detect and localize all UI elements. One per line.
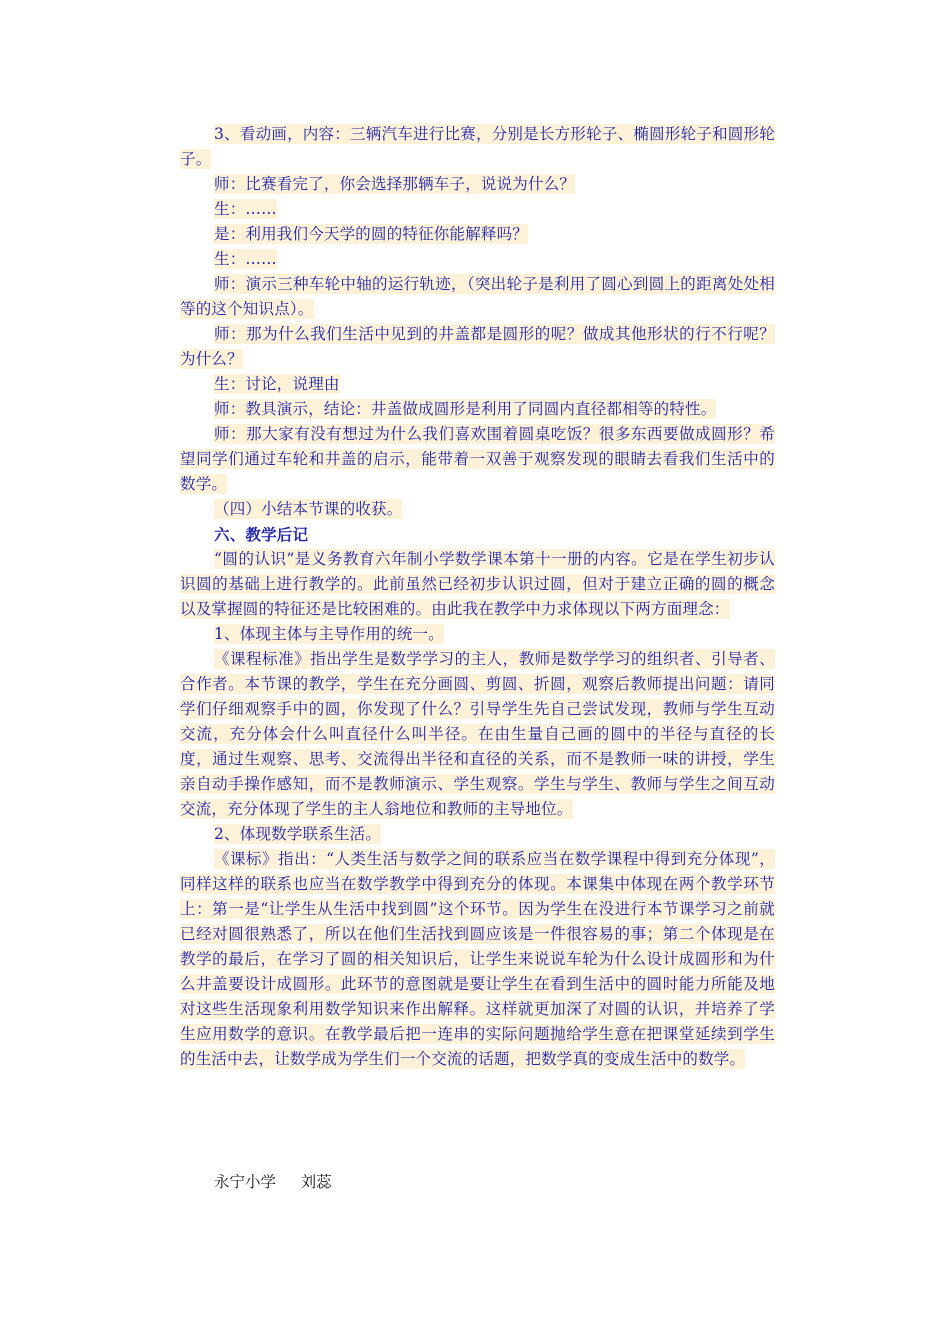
- paragraph-round-table: [180, 422, 775, 497]
- paragraph-text: 师：演示三种车轮中轴的运行轨迹，（突出轮子是利用了圆心到圆上的距离处处相等的这个知识点）。: [180, 275, 775, 318]
- paragraph-text: 是：利用我们今天学的圆的特征你能解释吗？: [214, 225, 529, 243]
- paragraph-text: 3、看动画，内容：三辆汽车进行比赛，分别是长方形轮子、椭圆形轮子和圆形轮子。: [180, 125, 775, 168]
- paragraph-explain-question: [180, 222, 775, 247]
- section-heading-text: 六、教学后记: [214, 525, 309, 544]
- paragraph-animation: [180, 122, 775, 172]
- paragraph-curriculum-guide: [180, 847, 775, 1072]
- paragraph-teacher-question: [180, 172, 775, 197]
- paragraph-text: 1、体现主体与主导作用的统一。: [214, 625, 444, 643]
- paragraph-point-one: [180, 622, 775, 647]
- paragraph-student-reply: [180, 197, 775, 222]
- paragraph-text: （四）小结本节课的收获。: [214, 500, 403, 518]
- paragraph-text: 师：比赛看完了，你会选择那辆车子，说说为什么？: [214, 175, 576, 193]
- paragraph-text: 师：那大家有没有想过为什么我们喜欢围着圆桌吃饭？很多东西要做成圆形？希望同学们通过车轮和井盖的启示，能带着一双善于观察发现的眼睛去看我们生活中的数学。: [180, 425, 775, 493]
- paragraph-text: 2、体现数学联系生活。: [214, 825, 382, 843]
- paragraph-text: 《课标》指出：“人类生活与数学之间的联系应当在数学课程中得到充分体现”，同样这样的联系也应当在数学教学中得到充分的体现。本课集中体现在两个教学环节上：第一是“让学生从生活中找到圆”这个环节。因为学生在没进行本节课学习之前就已经对圆很熟悉了，所以在他们生活找到圆应该是一件很容易的事；第二个体现是在教学的最后，在学习了圆的相关知识后，让学生来说说车轮为什么设计成圆形和为什么井盖要设计成圆形。此环节的意图就是要让学生在看到生活中的圆时能力所能及地对这些生活现象利用数学知识来作出解释。这样就更加深了对圆的认识，并培养了学生应用数学的意识。在教学最后把一连串的实际问题抛给学生意在把课堂延续到学生的生活中去，让数学成为学生们一个交流的话题，把数学真的变成生活中的数学。: [180, 850, 775, 1068]
- paragraph-student-reply: [180, 247, 775, 272]
- paragraph-manhole-conclusion: [180, 397, 775, 422]
- paragraph-summary: [180, 497, 775, 522]
- paragraph-curriculum-standard: [180, 647, 775, 822]
- paragraph-text: 生：讨论，说理由: [214, 375, 340, 393]
- author-signature: 永宁小学 刘蕊: [214, 1173, 332, 1191]
- paragraph-student-discuss: [180, 372, 775, 397]
- paragraph-text: 生：……: [214, 250, 277, 268]
- paragraph-wheel-demo: [180, 272, 775, 322]
- document-body: [180, 122, 775, 1072]
- paragraph-point-two: [180, 822, 775, 847]
- paragraph-text: 师：教具演示，结论：井盖做成圆形是利用了同圆内直径都相等的特性。: [214, 400, 717, 418]
- paragraph-text: 生：……: [214, 200, 277, 218]
- paragraph-text: 师：那为什么我们生活中见到的井盖都是圆形的呢？做成其他形状的行不行呢？为什么？: [180, 325, 775, 368]
- paragraph-text: “圆的认识”是义务教育六年制小学数学课本第十一册的内容。它是在学生初步认识圆的基础上进行教学的。此前虽然已经初步认识过圆，但对于建立正确的圆的概念以及掌握圆的特征还是比较困难的。由此我在教学中力求体现以下两方面理念：: [180, 550, 775, 618]
- paragraph-reflection-intro: [180, 547, 775, 622]
- paragraph-text: 《课程标准》指出学生是数学学习的主人，教师是数学学习的组织者、引导者、合作者。本节课的教学，学生在充分画圆、剪圆、折圆，观察后教师提出问题：请同学们仔细观察手中的圆，你发现了什么？引导学生先自己尝试发现，教师与学生互动交流，充分体会什么叫直径什么叫半径。在由生量自己画的圆中的半径与直径的长度，通过生观察、思考、交流得出半径和直径的关系，而不是教师一味的讲授，学生亲自动手操作感知，而不是教师演示、学生观察。学生与学生、教师与学生之间互动交流，充分体现了学生的主人翁地位和教师的主导地位。: [180, 650, 775, 818]
- paragraph-manhole-question: [180, 322, 775, 372]
- section-heading: [180, 522, 775, 547]
